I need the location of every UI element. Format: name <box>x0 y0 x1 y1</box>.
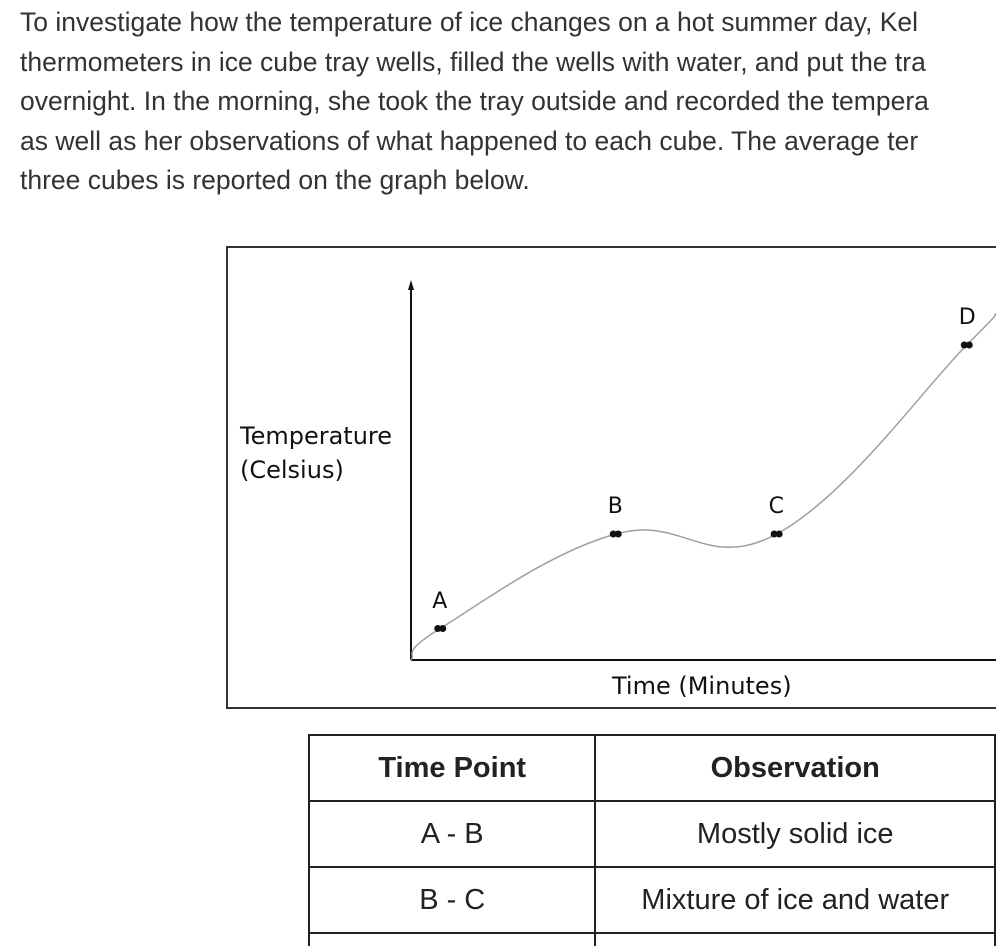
table-cell-time-point <box>309 933 595 946</box>
series-line <box>411 314 996 661</box>
data-point-a-pair <box>439 625 446 632</box>
point-label-d: D <box>958 305 976 330</box>
data-point-c-pair <box>776 531 783 538</box>
question-line: thermometers in ice cube tray wells, filled the wells with water, and put the tra <box>20 46 926 77</box>
observation-table <box>308 734 996 946</box>
point-label-a: A <box>432 588 448 614</box>
table-header-time-point: Time Point <box>309 735 595 801</box>
question-text <box>20 3 996 201</box>
y-axis-label-line: (Celsius) <box>240 456 344 484</box>
y-axis-arrow <box>408 280 414 290</box>
question-line: To investigate how the temperature of ice changes on a hot summer day, Kel <box>20 7 919 37</box>
table-cell-observation: Mostly solid ice <box>595 801 995 867</box>
y-axis-label <box>240 419 392 487</box>
table-row <box>309 801 995 867</box>
question-line: three cubes is reported on the graph below. <box>20 165 530 195</box>
table-cell-time-point: A - B <box>309 801 595 867</box>
question-line: overnight. In the morning, she took the tray outside and recorded the tempera <box>20 86 929 116</box>
table-cell-time-point: B - C <box>309 867 595 933</box>
point-label-c: C <box>768 494 784 519</box>
data-point-b-pair <box>615 531 622 538</box>
data-point-d-pair <box>966 342 973 349</box>
table-cell-observation <box>595 933 995 946</box>
question-line: as well as her observations of what happened to each cube. The average ter <box>20 125 919 156</box>
y-axis-label-line: Temperature <box>240 422 393 450</box>
x-axis-label: Time (Minutes) <box>612 672 792 700</box>
table-row <box>309 867 995 933</box>
table-header-observation: Observation <box>595 735 995 801</box>
table-cell-observation: Mixture of ice and water <box>595 867 995 933</box>
table-header-row <box>309 735 995 801</box>
point-label-b: B <box>607 494 623 519</box>
table-row <box>309 933 995 946</box>
